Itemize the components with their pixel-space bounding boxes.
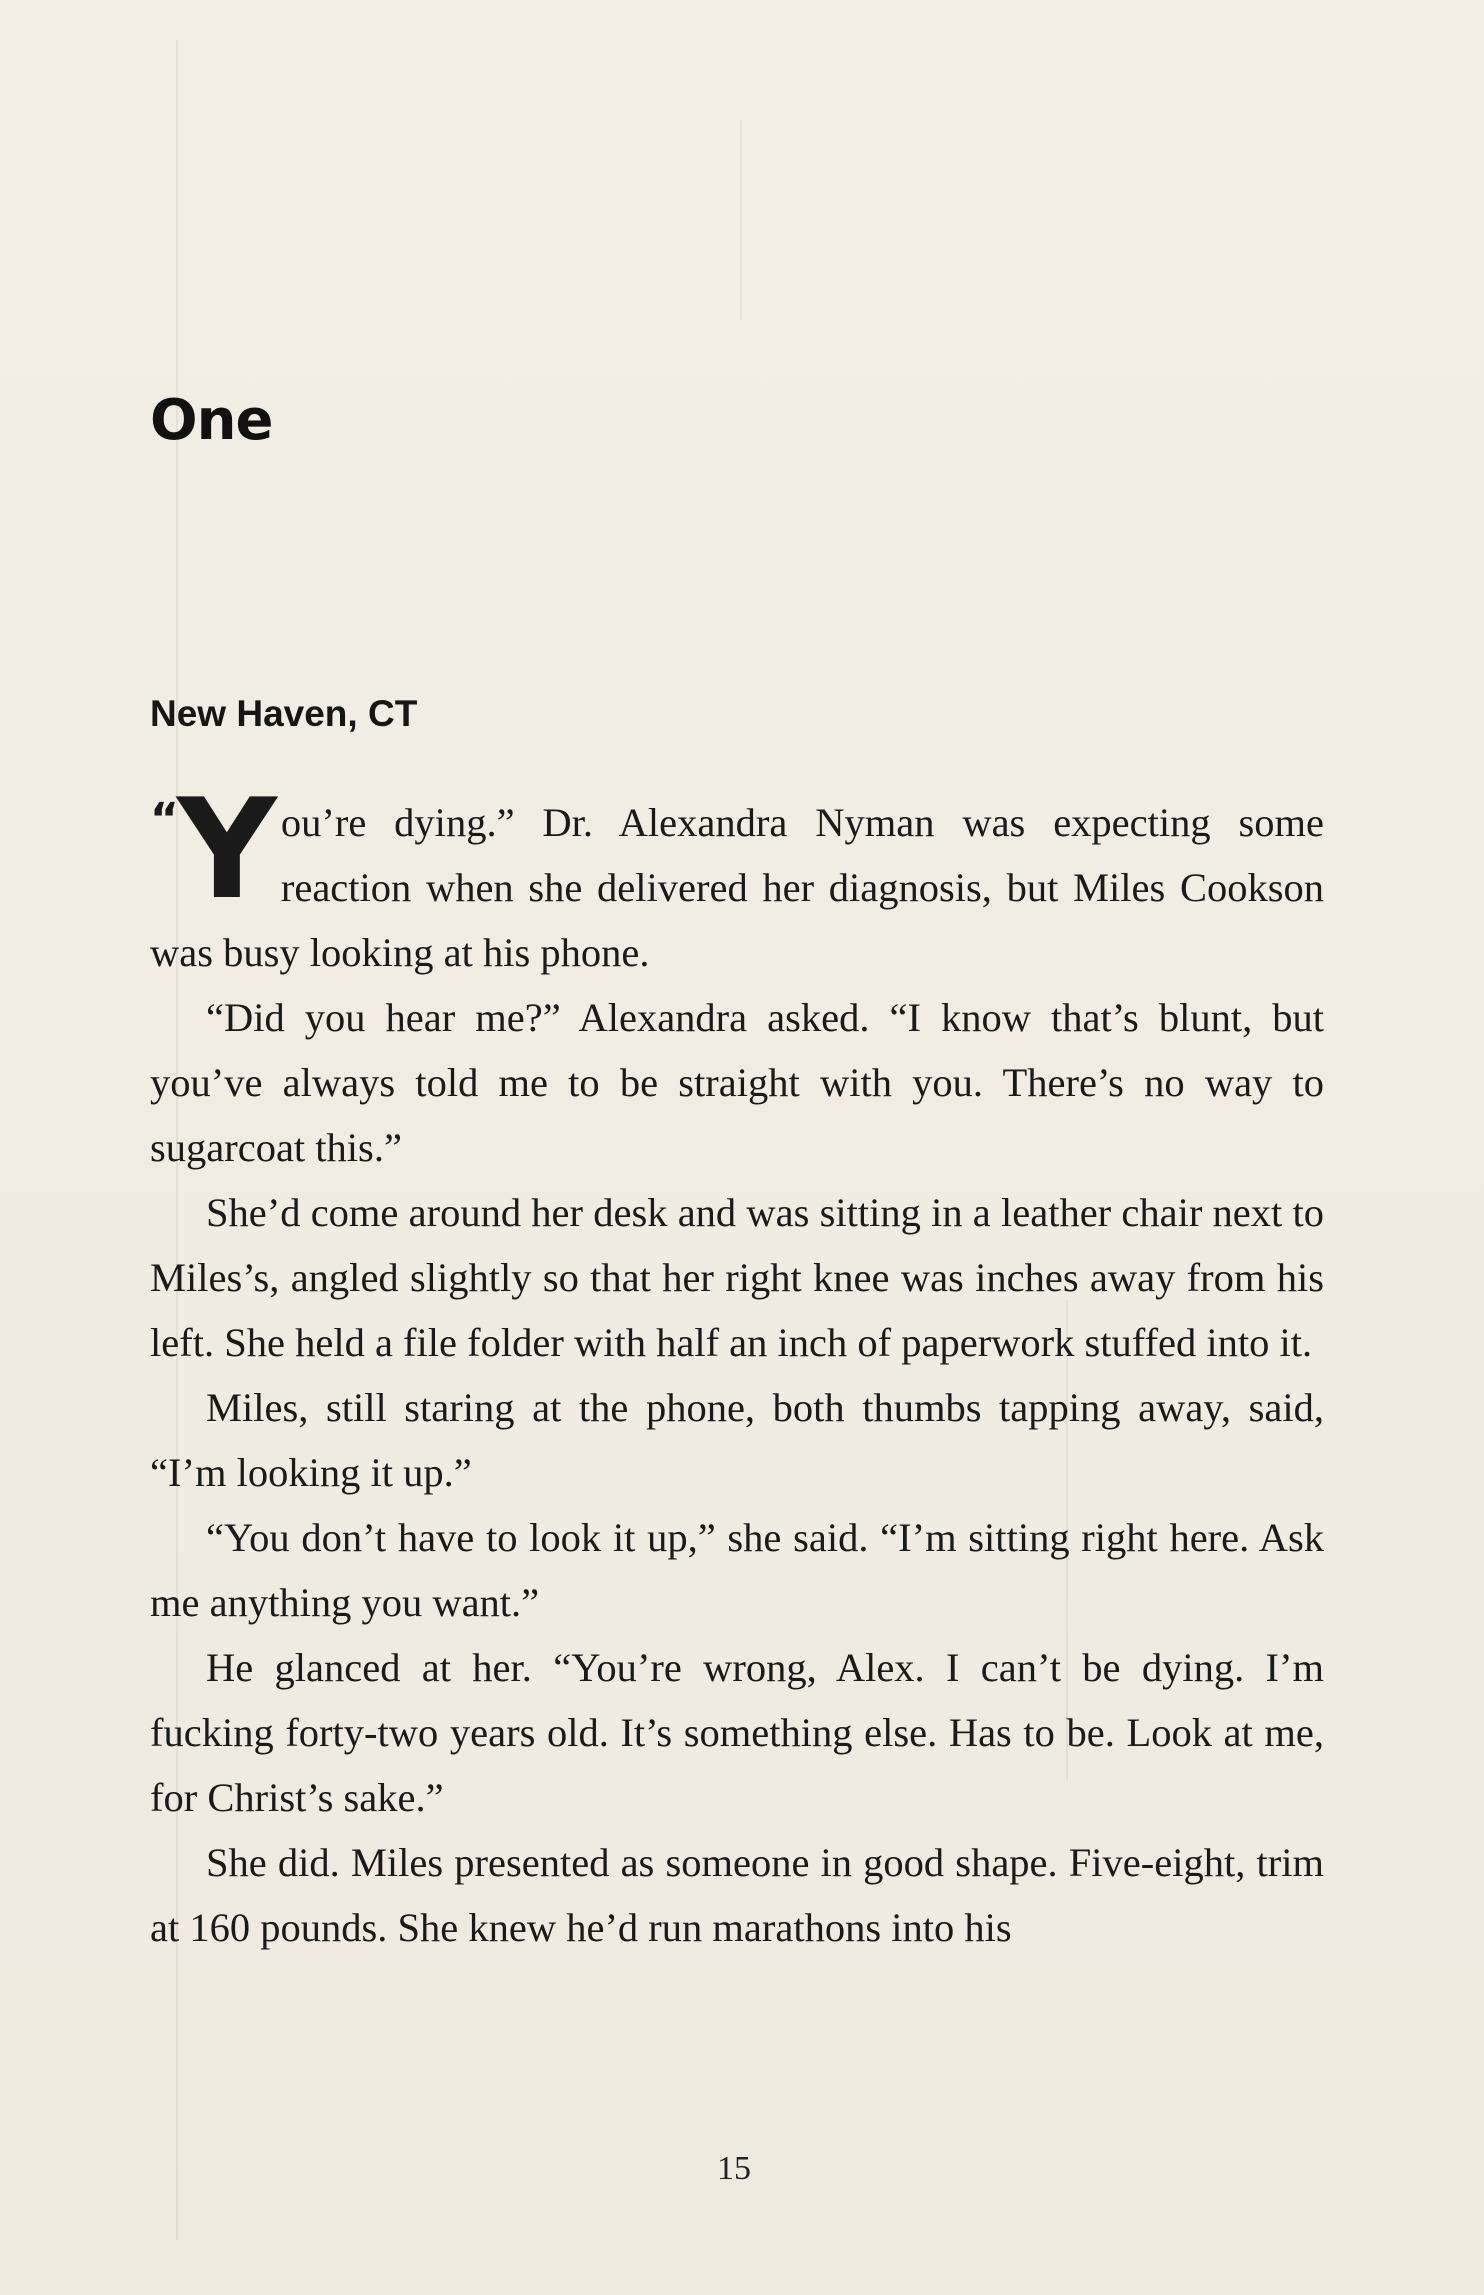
paragraph: “Did you hear me?” Alexandra asked. “I know that’s blunt, but you’ve always told me to be straight with you. There’s no way to sugarcoat this.” [150, 995, 1324, 1170]
paragraph: Miles, still staring at the phone, both thumbs tapping away, said, “I’m looking it up.” [150, 1385, 1324, 1495]
paragraph [150, 769, 1324, 985]
paragraph-text: ou’re dying.” Dr. Alexandra Nyman was expecting some reaction when she delivered her diagnosis, but Miles Cookson was busy looking at his phone. [150, 800, 1324, 975]
chapter-body [150, 769, 1324, 1960]
chapter-title: One [150, 388, 273, 453]
paragraph: She’d come around her desk and was sitting in a leather chair next to Miles’s, angled slightly so that her right knee was inches away from his left. She held a file folder with half an inch of paperwork stuffed into it. [150, 1190, 1324, 1365]
page-number: 15 [717, 2150, 751, 2187]
paragraph: He glanced at her. “You’re wrong, Alex. I can’t be dying. I’m fucking forty-two years old. It’s something else. Has to be. Look at me, for Christ’s sake.” [150, 1645, 1324, 1820]
paragraph: She did. Miles presented as someone in good shape. Five-eight, trim at 160 pounds. She knew he’d run marathons into his [150, 1840, 1324, 1950]
drop-cap-letter: Y [176, 769, 277, 930]
location-heading: New Haven, CT [150, 693, 418, 734]
bleed-through-line [740, 120, 742, 320]
drop-cap [150, 769, 277, 930]
drop-cap-quote: “ [150, 794, 179, 845]
paragraph: “You don’t have to look it up,” she said. “I’m sitting right here. Ask me anything you want.” [150, 1515, 1324, 1625]
